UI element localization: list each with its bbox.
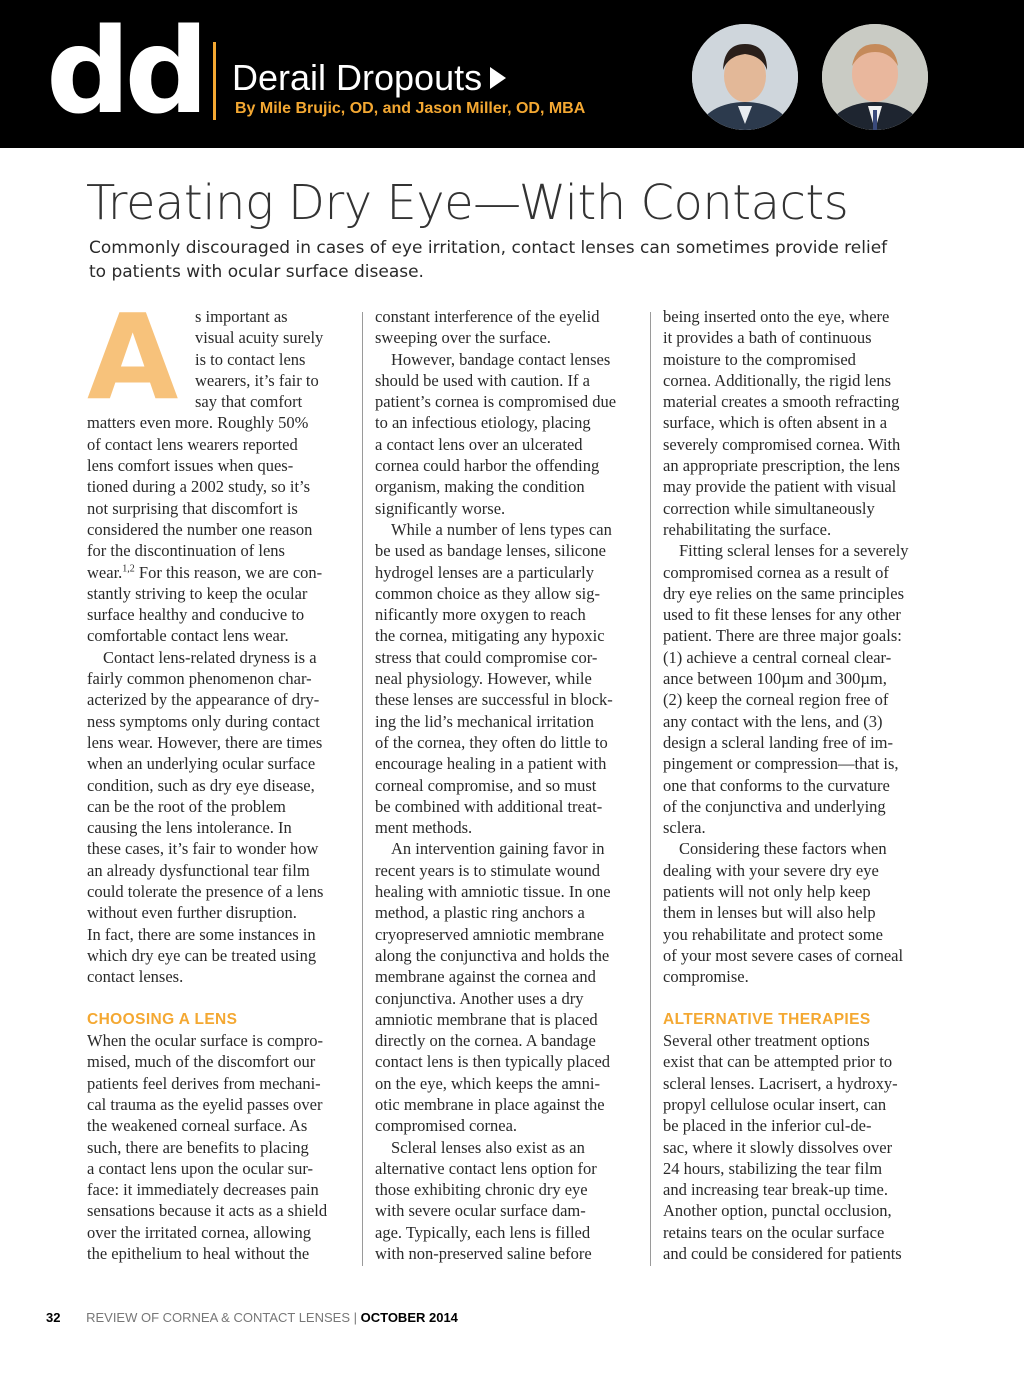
text-line: matters even more. Roughly 50% [87,413,309,433]
text-line: patients feel derives from mechani- [87,1073,321,1093]
text-line: severely compromised cornea. With [663,434,901,454]
department-logo: dd [46,2,203,140]
column-text [375,306,637,1264]
text-line: correction while simultaneously [663,498,875,518]
paragraph-gap [87,988,349,1009]
text-line: alternative contact lens option for [375,1158,597,1178]
text-line: sweeping over the surface. [375,328,551,348]
text-line: may provide the patient with visual [663,477,897,497]
paragraph-start-line: However, bandage contact lenses [391,349,611,369]
text-line: any contact with the lens, and (3) [663,711,883,731]
department-banner [0,0,1024,148]
page-footer [46,1310,458,1325]
text-line: 24 hours, stabilizing the tear film [663,1158,883,1178]
drop-cap: A [87,288,179,426]
text-line: a contact lens upon the ocular sur- [87,1158,314,1178]
department-name [232,56,506,100]
text-line: design a scleral landing free of im- [663,732,893,752]
text-line: nificantly more oxygen to reach [375,605,586,625]
text-line: of the cornea, they often do little to [375,732,608,752]
text-line: cornea. Additionally, the rigid lens [663,370,892,390]
article-title: Treating Dry Eye—With Contacts [86,175,849,231]
text-line: s important as [195,307,288,326]
text-line: ance between 100µm and 300µm, [663,669,887,689]
text-line: tioned during a 2002 study, so it’s [87,477,311,497]
paragraph-start-line: An intervention gaining favor in [391,839,605,859]
text-line: for the discontinuation of lens [87,541,285,561]
text-line: without even further disruption. [87,903,297,923]
text-line: amniotic membrane that is placed [375,1009,598,1029]
text-line: otic membrane in place against the [375,1094,605,1114]
article-column-1 [87,288,349,1264]
text-line: surface, which is often absent in a [663,413,888,433]
author-portrait-1 [692,24,798,130]
intro-lines [195,306,349,412]
play-arrow-icon [490,67,506,89]
issue-date: OCTOBER 2014 [360,1310,458,1325]
text-line: condition, such as dry eye disease, [87,775,315,795]
text-line: of contact lens wearers reported [87,434,298,454]
text-line: dealing with your severe dry eye [663,860,879,880]
text-line: exist that can be attempted prior to [663,1052,893,1072]
text-line: sac, where it slowly dissolves over [663,1137,893,1157]
text-line: ness symptoms only during contact [87,711,320,731]
text-fragment: wear. [87,562,123,582]
paragraph-start-line: Contact lens-related dryness is a [103,647,317,667]
text-line: being inserted onto the eye, where [663,307,890,326]
text-line: considered the number one reason [87,519,313,539]
text-line: conjunctiva. Another uses a dry [375,988,584,1008]
citation-marker: 1,2 [122,563,135,575]
text-line: not surprising that discomfort is [87,498,298,518]
text-line: rehabilitating the surface. [663,519,832,539]
text-line [87,562,349,583]
text-line: you rehabilitate and protect some [663,924,883,944]
paragraph-start-line: Considering these factors when [679,839,887,859]
text-line: contact lens is then typically placed [375,1052,611,1072]
text-line: should be used with caution. If a [375,370,590,390]
text-line: cornea could harbor the offending [375,456,600,476]
text-line: moisture to the compromised [663,349,856,369]
text-line: organism, making the condition [375,477,585,497]
text-line: the cornea, mitigating any hypoxic [375,626,605,646]
text-line: patient’s cornea is compromised due [375,392,617,412]
text-line: membrane against the cornea and [375,967,596,987]
text-line: with non-preserved saline before [375,1244,592,1264]
text-line: contact lenses. [87,967,184,987]
text-line: (2) keep the corneal region free of [663,690,889,710]
text-line: age. Typically, each lens is filled [375,1222,591,1242]
text-line: lens wear. However, there are times [87,732,323,752]
text-line: an already dysfunctional tear film [87,860,310,880]
text-line: sensations because it acts as a shield [87,1201,328,1221]
text-line: these lenses are successful in block- [375,690,613,710]
text-line: Another option, punctal occlusion, [663,1201,892,1221]
text-line: be used as bandage lenses, silicone [375,541,606,561]
text-line: significantly worse. [375,498,506,518]
text-line: compromised cornea. [375,1116,518,1136]
paragraph-gap [663,988,925,1009]
author-portrait-2 [822,24,928,130]
text-line: healing with amniotic tissue. In one [375,882,611,902]
text-line: on the eye, which keeps the amni- [375,1073,600,1093]
text-line: Several other treatment options [663,1031,870,1051]
paragraph-start-line: While a number of lens types can [391,519,612,539]
text-fragment: For this reason, we are con- [134,562,323,582]
paragraph-start-line: Scleral lenses also exist as an [391,1137,585,1157]
text-line: the weakened corneal surface. As [87,1116,308,1136]
text-line: and increasing tear break-up time. [663,1180,888,1200]
text-line: is to contact lens [195,349,306,369]
text-line: ment methods. [375,818,473,838]
text-line: a contact lens over an ulcerated [375,434,583,454]
text-line: compromise. [663,967,749,987]
text-line: mised, much of the discomfort our [87,1052,316,1072]
author-photo-1 [692,24,798,130]
text-line: them in lenses but will also help [663,903,876,923]
text-line: an appropriate prescription, the lens [663,456,900,476]
text-line: material creates a smooth refracting [663,392,900,412]
text-line: sclera. [663,818,706,838]
text-line: it provides a bath of continuous [663,328,872,348]
text-line: along the conjunctiva and holds the [375,945,610,965]
text-line: to an infectious etiology, placing [375,413,591,433]
text-line: stress that could compromise cor- [375,647,598,667]
text-line: could tolerate the presence of a lens [87,882,324,902]
text-line: encourage healing in a patient with [375,754,607,774]
text-line: cal trauma as the eyelid passes over [87,1094,323,1114]
author-photo-2 [822,24,928,130]
text-line: which dry eye can be treated using [87,945,317,965]
text-line: one that conforms to the curvature [663,775,890,795]
text-line: dry eye relies on the same principles [663,583,904,603]
text-line: cryopreserved amniotic membrane [375,924,605,944]
text-line: of the conjunctiva and underlying [663,796,886,816]
text-line: scleral lenses. Lacrisert, a hydroxy- [663,1073,898,1093]
text-line: such, there are benefits to placing [87,1137,309,1157]
text-line: face: it immediately decreases pain [87,1180,319,1200]
text-line: fairly common phenomenon char- [87,669,312,689]
article-deck: Commonly discouraged in cases of eye irritation, contact lenses can sometimes provide relief to patients with ocular surface disease. [89,238,888,282]
text-line: compromised cornea as a result of [663,562,889,582]
page-number: 32 [46,1310,61,1325]
text-line: patient. There are three major goals: [663,626,902,646]
paragraph-start-line: Fitting scleral lenses for a severely [679,541,909,561]
text-line: with severe ocular surface dam- [375,1201,586,1221]
banner-divider [213,42,216,120]
text-line: ing the lid’s mechanical irritation [375,711,595,731]
text-line: corneal compromise, and so must [375,775,597,795]
department-label: Derail Dropouts [232,57,483,98]
text-line: over the irritated cornea, allowing [87,1222,312,1242]
text-line: In fact, there are some instances in [87,924,316,944]
text-line: (1) achieve a central corneal clear- [663,647,892,667]
column-rule [650,312,651,1266]
text-line: hydrogel lenses are a particularly [375,562,594,582]
text-line: when an underlying ocular surface [87,754,316,774]
text-line: wearers, it’s fair to [195,370,319,390]
text-line: retains tears on the ocular surface [663,1222,885,1242]
text-line: of your most severe cases of corneal [663,945,904,965]
text-line: propyl cellulose ocular insert, can [663,1094,887,1114]
text-line: these cases, it’s fair to wonder how [87,839,319,859]
text-line: can be the root of the problem [87,796,286,816]
text-line: surface healthy and conducive to [87,605,305,625]
text-line: constant interference of the eyelid [375,307,600,326]
text-line: comfortable contact lens wear. [87,626,289,646]
text-line: be combined with additional treat- [375,796,603,816]
text-line: stantly striving to keep the ocular [87,583,308,603]
text-line: visual acuity surely [195,328,324,348]
text-line: lens comfort issues when ques- [87,456,294,476]
section-heading: CHOOSING A LENS [87,1010,238,1028]
section-heading: ALTERNATIVE THERAPIES [663,1010,871,1028]
article-column-3 [663,306,925,1264]
text-line: directly on the cornea. A bandage [375,1031,596,1051]
text-line: acterized by the appearance of dry- [87,690,320,710]
byline: By Mile Brujic, OD, and Jason Miller, OD, MBA [235,100,586,117]
text-line: recent years is to stimulate wound [375,860,600,880]
text-line: causing the lens intolerance. In [87,818,292,838]
footer-separator: | [350,1310,361,1325]
article-column-2 [375,306,637,1264]
text-line: and could be considered for patients [663,1244,902,1264]
text-line: common choice as they allow sig- [375,583,600,603]
text-line: used to fit these lenses for any other [663,605,901,625]
journal-name: REVIEW OF CORNEA & CONTACT LENSES [86,1310,350,1325]
text-line: those exhibiting chronic dry eye [375,1180,588,1200]
column-text [87,412,349,1264]
text-line: say that comfort [195,392,303,412]
text-line: patients will not only help keep [663,882,871,902]
text-line: neal physiology. However, while [375,669,592,689]
column-text [663,306,925,1264]
column-rule [362,312,363,1266]
text-line: method, a plastic ring anchors a [375,903,585,923]
text-line: When the ocular surface is compro- [87,1031,323,1051]
text-line: pingement or compression—that is, [663,754,899,774]
text-line: the epithelium to heal without the [87,1244,310,1264]
text-line: be placed in the inferior cul-de- [663,1116,872,1136]
